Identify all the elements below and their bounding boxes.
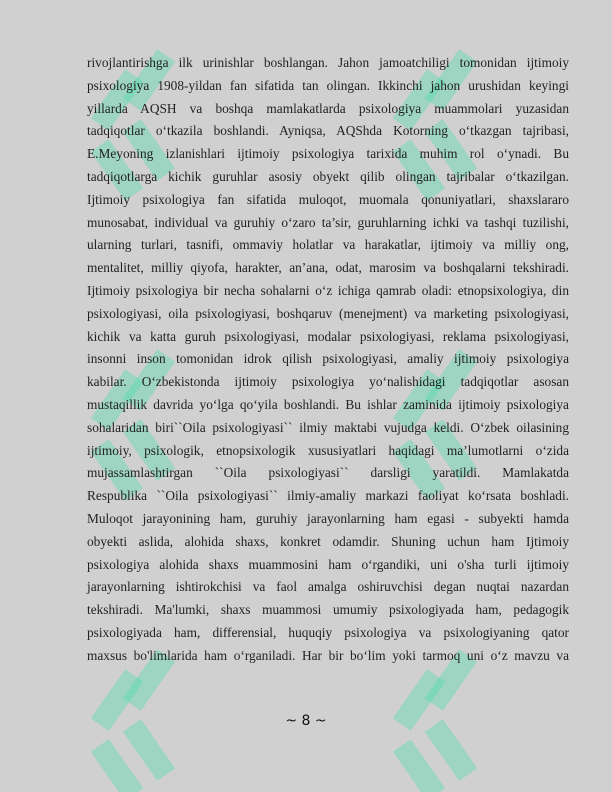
text-line: yillarda AQSH va boshqa mamlakatlarda psixologiya muammolari yuzasidan (87, 100, 569, 116)
text-line: mujassamlashtirgan ``Oila psixologiyasi`` darsligi yaratildi. Mamlakatda (87, 465, 569, 481)
text-line: Respublika ``Oila psixologiyasi`` ilmiy-amaliy markazi faoliyat ko‘rsata boshladi. (87, 488, 569, 504)
text-line: kabilar. O‘zbekistonda ijtimoiy psixologiya yo‘nalishidagi tadqiqotlar asosan (87, 374, 569, 390)
text-line: ijtimoiy, psixologik, etnopsixologik xususiyatlari haqidagi ma’lumotlarni o‘zida (87, 442, 569, 458)
text-line: tadqiqotlarga kichik guruhlar asosiy obyekt qilib olingan tajribalar o‘tkazilgan. (87, 168, 569, 184)
text-line: obyekti aslida, alohida shaxs, konkret odamdir. Shuning uchun ham Ijtimoiy (87, 533, 569, 549)
text-line: psixologiya 1908-yildan fan sifatida tan olingan. Ikkinchi jahon urushidan keyingi (87, 77, 569, 93)
text-line: mustaqillik davrida yo‘lga qo‘yila boshlandi. Bu ishlar zaminida ijtimoiy psixologiya (87, 396, 569, 412)
text-line: Muloqot jarayonining ham, guruhiy jarayonlarning ham egasi - subyekti hamda (87, 510, 569, 526)
text-line: maxsus bo'limlarida ham o‘rganiladi. Har bir bo‘lim yoki tarmoq uni o‘z mavzu va (87, 647, 569, 663)
text-line: tekshiradi. Ma'lumki, shaxs muammosi umumiy psixologiyada ham, pedagogik (87, 602, 569, 618)
page-number: ~ 8 ~ (285, 713, 327, 729)
text-line: tadqiqotlar o‘tkazila boshlandi. Ayniqsa, AQShda Kotorning o‘tkazgan tajribasi, (87, 123, 569, 139)
text-line: Ijtimoiy psixologiya fan sifatida muloqot, muomala qonuniyatlari, shaxslararo (87, 191, 569, 207)
text-line: mentalitet, milliy qiyofa, harakter, an’ana, odat, marosim va boshqalarni tekshiradi. (87, 260, 569, 276)
text-line: psixologiyada ham, differensial, huquqiy psixologiya va psixologiyaning qator (87, 624, 569, 640)
text-line: insonni inson tomonidan idrok qilish psixologiyasi, amaliy ijtimoiy psixologiya (87, 351, 569, 367)
text-line: psixologiyasi, oila psixologiyasi, boshqaruv (menejment) va marketing psixologiyasi, (87, 305, 569, 321)
text-line: sohalaridan biri``Oila psixologiyasi`` ilmiy maktabi vujudga keldi. O‘zbek oilasining (87, 419, 569, 435)
text-line: ularning turlari, tasnifi, ommaviy holatlar va harakatlar, ijtimoiy va milliy ong, (87, 237, 569, 253)
text-line: rivojlantirishga ilk urinishlar boshlangan. Jahon jamoatchiligi tomonidan ijtimoiy (87, 55, 569, 70)
text-line: kichik va katta guruh psixologiyasi, modalar psixologiyasi, reklama psixologiyasi, (87, 328, 569, 344)
text-line: munosabat, individual va guruhiy o‘zaro ta’sir, guruhlarning ichki va tashqi tuzilishi, (87, 214, 569, 230)
body-paragraph (87, 52, 569, 668)
text-line: jarayonlarning ishtirokchisi va faol amalga oshiruvchisi degan nuqtai nazardan (87, 579, 569, 595)
text-line: Ijtimoiy psixologiya bir necha sohalarni o‘z ichiga qamrab oladi: etnopsixologiya, din (87, 282, 569, 298)
text-line: E.Meyoning izlanishlari ijtimoiy psixologiya tarixida muhim rol o‘ynadi. Bu (87, 146, 569, 162)
text-line: psixologiya alohida shaxs muammosini ham o‘rgandiki, uni o'sha turli ijtimoiy (87, 556, 569, 572)
